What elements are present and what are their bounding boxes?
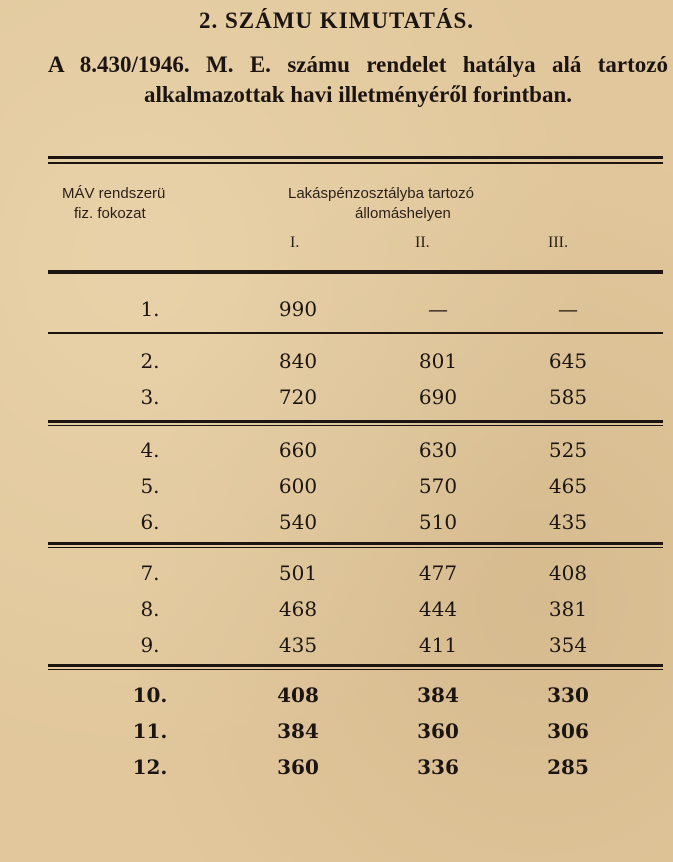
value-cell-ii: 510 [418, 510, 458, 534]
value-cell-i: 468 [278, 597, 318, 621]
table-row [48, 505, 663, 539]
grade-cell: 11. [132, 719, 168, 743]
group-rule-thick [48, 420, 663, 423]
table-row [48, 750, 663, 784]
value-cell-iii: 354 [548, 633, 588, 657]
grade-cell: 7. [140, 561, 160, 585]
table-row [48, 380, 663, 414]
grade-cell: 1. [140, 297, 160, 321]
value-cell-i: 660 [278, 438, 318, 462]
value-cell-ii: 384 [417, 683, 459, 707]
subcol-header-i: I. [290, 234, 300, 251]
subcol-header-iii: III. [548, 234, 568, 251]
group-rule-thick [48, 664, 663, 667]
value-cell-iii: 645 [548, 349, 588, 373]
table-row [48, 433, 663, 467]
table-row [48, 628, 663, 662]
grade-cell: 5. [140, 474, 160, 498]
value-cell-ii: 360 [417, 719, 459, 743]
housing-class-header-line1: Lakáspénzosztályba tartozó [288, 185, 474, 202]
table-row [48, 714, 663, 748]
table-row [48, 292, 663, 326]
subcol-header-ii: II. [415, 234, 430, 251]
grade-cell: 10. [132, 683, 168, 707]
top-rule-thin [48, 162, 663, 164]
top-rule-thick [48, 156, 663, 159]
value-cell-i: 408 [277, 683, 319, 707]
value-cell-ii: — [428, 297, 448, 321]
grade-cell: 3. [140, 385, 160, 409]
value-cell-iii: — [558, 297, 578, 321]
value-cell-iii: 435 [548, 510, 588, 534]
grade-cell: 8. [140, 597, 160, 621]
value-cell-ii: 690 [418, 385, 458, 409]
value-cell-iii: 525 [548, 438, 588, 462]
grade-header-line2: fiz. fokozat [74, 205, 146, 222]
value-cell-iii: 381 [548, 597, 588, 621]
group-rule-thin [48, 547, 663, 548]
grade-cell: 12. [132, 755, 168, 779]
value-cell-i: 840 [278, 349, 318, 373]
grade-cell: 4. [140, 438, 160, 462]
value-cell-iii: 585 [548, 385, 588, 409]
grade-header-line1: MÁV rendszerü [62, 185, 166, 202]
value-cell-ii: 336 [417, 755, 459, 779]
value-cell-i: 990 [278, 297, 318, 321]
value-cell-ii: 411 [418, 633, 458, 657]
value-cell-ii: 444 [418, 597, 458, 621]
group-rule-thick [48, 542, 663, 545]
value-cell-ii: 570 [418, 474, 458, 498]
header-rule [48, 270, 663, 274]
grade-cell: 9. [140, 633, 160, 657]
value-cell-i: 435 [278, 633, 318, 657]
grade-cell: 6. [140, 510, 160, 534]
value-cell-i: 720 [278, 385, 318, 409]
document-subtitle: A 8.430/1946. M. E. számu rendelet hatálya alá tartozó alkalmazottak havi illetményéről forintban. [48, 52, 668, 107]
value-cell-ii: 801 [418, 349, 458, 373]
group-rule-thin [48, 669, 663, 670]
value-cell-i: 384 [277, 719, 319, 743]
table-row [48, 344, 663, 378]
value-cell-ii: 630 [418, 438, 458, 462]
value-cell-iii: 285 [547, 755, 589, 779]
value-cell-i: 360 [277, 755, 319, 779]
group-rule [48, 332, 663, 334]
housing-class-header-line2: állomáshelyen [355, 205, 451, 222]
value-cell-i: 501 [278, 561, 318, 585]
value-cell-iii: 330 [547, 683, 589, 707]
table-row [48, 556, 663, 590]
document-heading: 2. SZÁMU KIMUTATÁS. [199, 8, 474, 33]
value-cell-iii: 306 [547, 719, 589, 743]
value-cell-i: 540 [278, 510, 318, 534]
grade-cell: 2. [140, 349, 160, 373]
value-cell-ii: 477 [418, 561, 458, 585]
table-row [48, 678, 663, 712]
table-row [48, 592, 663, 626]
group-rule-thin [48, 425, 663, 426]
value-cell-iii: 408 [548, 561, 588, 585]
value-cell-iii: 465 [548, 474, 588, 498]
value-cell-i: 600 [278, 474, 318, 498]
table-row [48, 469, 663, 503]
